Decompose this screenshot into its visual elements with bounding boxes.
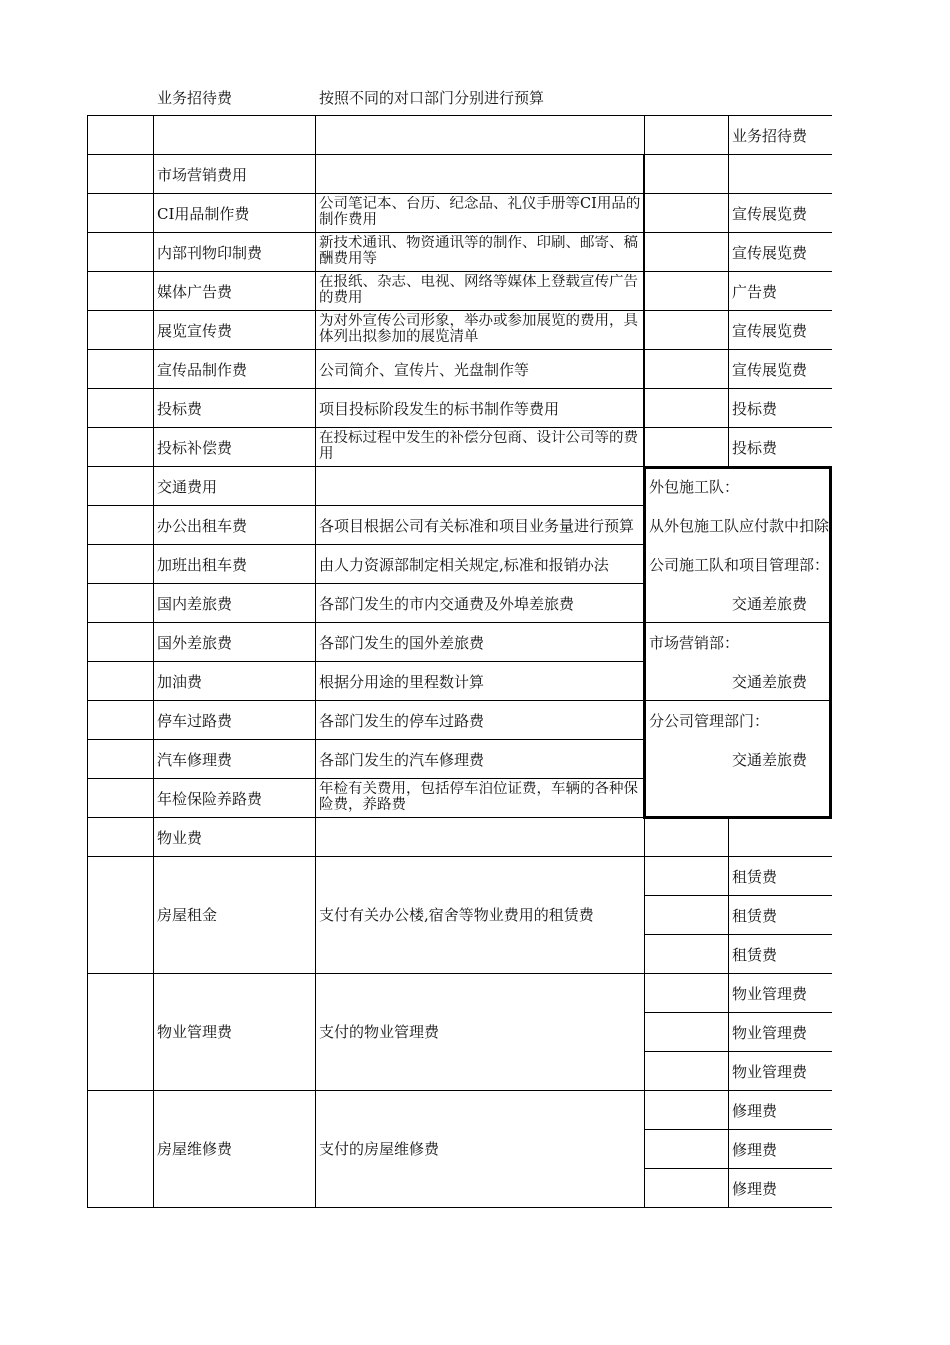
row-item-name: 年检保险养路费 — [157, 790, 263, 808]
row-item-name: 国外差旅费 — [157, 634, 233, 652]
traffic-box-text: 交通差旅费 — [732, 595, 808, 613]
row-item-name: 加班出租车费 — [157, 556, 248, 574]
row-border — [87, 388, 832, 389]
sub-row-border — [644, 895, 832, 896]
traffic-box-text: 公司施工队和项目管理部： — [649, 556, 830, 574]
row-description: 由人力资源部制定相关规定,标准和报销办法 — [319, 556, 609, 574]
row-item-name: 投标费 — [157, 400, 203, 418]
row-border — [87, 310, 832, 311]
row-item-name: 市场营销费用 — [157, 166, 248, 184]
traffic-box-bottom — [644, 816, 832, 819]
row-description: 各部门发生的国外差旅费 — [319, 634, 485, 652]
row-item-name: 汽车修理费 — [157, 751, 233, 769]
row-border — [87, 115, 832, 116]
row-item-name: 投标补偿费 — [157, 439, 233, 457]
row-category: 宣传展览费 — [732, 322, 808, 340]
traffic-box-text: 分公司管理部门： — [649, 712, 770, 730]
row-item-name: 内部刊物印制费 — [157, 244, 263, 262]
row-item-name: 国内差旅费 — [157, 595, 233, 613]
group-sub-category: 修理费 — [732, 1141, 778, 1159]
row-description: 为对外宣传公司形象，举办或参加展览的费用，具体列出拟参加的展览清单 — [319, 313, 638, 345]
group-item-name: 房屋租金 — [157, 905, 218, 924]
group-sub-category: 租赁费 — [732, 946, 778, 964]
row-description: 年检有关费用，包括停车泊位证费，车辆的各种保险费，养路费 — [319, 781, 638, 813]
traffic-box-text: 交通差旅费 — [732, 673, 808, 691]
row-border — [87, 349, 832, 350]
row-description: 各部门发生的汽车修理费 — [319, 751, 485, 769]
row-category: 投标费 — [732, 400, 778, 418]
group-sub-category: 修理费 — [732, 1180, 778, 1198]
row-item-name: 宣传品制作费 — [157, 361, 248, 379]
row-border — [87, 271, 832, 272]
row-item-name: 停车过路费 — [157, 712, 233, 730]
group-item-name: 房屋维修费 — [157, 1139, 233, 1158]
column-border-c — [315, 115, 316, 1207]
group-sub-category: 租赁费 — [732, 868, 778, 886]
row-border — [87, 427, 832, 428]
group-description: 支付有关办公楼,宿舍等物业费用的租赁费 — [319, 905, 594, 924]
group-description: 支付的房屋维修费 — [319, 1139, 440, 1158]
row-category: 宣传展览费 — [732, 205, 808, 223]
header-description: 按照不同的对口部门分别进行预算 — [319, 89, 545, 107]
traffic-box-text: 外包施工队： — [649, 478, 740, 496]
row-item-name: 物业费 — [157, 829, 203, 847]
row-description: 在投标过程中发生的补偿分包商、设计公司等的费用 — [319, 430, 638, 462]
column-border-b — [153, 115, 154, 1207]
sub-row-border — [644, 934, 832, 935]
row-description: 各部门发生的市内交通费及外埠差旅费 — [319, 595, 575, 613]
row-item-name: 加油费 — [157, 673, 203, 691]
column-border-e — [728, 115, 729, 466]
row-description: 公司简介、宣传片、光盘制作等 — [319, 361, 530, 379]
traffic-box-text: 从外包施工队应付款中扣除 — [649, 517, 830, 535]
row-item-name: CI用品制作费 — [157, 205, 250, 223]
traffic-box-right — [829, 466, 832, 819]
traffic-box-top — [644, 466, 832, 469]
group-sub-category: 物业管理费 — [732, 985, 808, 1003]
row-description: 新技术通讯、物资通讯等的制作、印刷、邮寄、稿酬费用等 — [319, 235, 638, 267]
row-category: 广告费 — [732, 283, 778, 301]
group-item-name: 物业管理费 — [157, 1022, 233, 1041]
row-description: 在报纸、杂志、电视、网络等媒体上登载宣传广告的费用 — [319, 274, 638, 306]
group-sub-category: 租赁费 — [732, 907, 778, 925]
row-border — [87, 193, 832, 194]
traffic-box-text: 交通差旅费 — [732, 751, 808, 769]
traffic-box-left — [643, 466, 646, 819]
row-category: 宣传展览费 — [732, 244, 808, 262]
column-border-a — [87, 115, 88, 1207]
column-border-e — [728, 817, 729, 1207]
traffic-box-divider — [644, 622, 832, 623]
row-item-name: 交通费用 — [157, 478, 218, 496]
row-item-name: 展览宣传费 — [157, 322, 233, 340]
group-sub-category: 物业管理费 — [732, 1024, 808, 1042]
sub-row-border — [644, 1012, 832, 1013]
sub-row-border — [644, 1168, 832, 1169]
group-description: 支付的物业管理费 — [319, 1022, 440, 1041]
row-description: 项目投标阶段发生的标书制作等费用 — [319, 400, 560, 418]
traffic-box-divider — [644, 700, 832, 701]
row-category: 业务招待费 — [732, 127, 808, 145]
group-border — [87, 856, 832, 857]
row-item-name: 办公出租车费 — [157, 517, 248, 535]
row-description: 各部门发生的停车过路费 — [319, 712, 485, 730]
row-category: 投标费 — [732, 439, 778, 457]
row-border — [87, 232, 832, 233]
header-item-label: 业务招待费 — [157, 89, 233, 107]
row-category: 宣传展览费 — [732, 361, 808, 379]
row-description: 根据分用途的里程数计算 — [319, 673, 485, 691]
row-border — [87, 154, 832, 155]
group-sub-category: 物业管理费 — [732, 1063, 808, 1081]
row-description: 各项目根据公司有关标准和项目业务量进行预算 — [319, 517, 635, 535]
row-item-name: 媒体广告费 — [157, 283, 233, 301]
row-description: 公司笔记本、台历、纪念品、礼仪手册等CI用品的制作费用 — [319, 196, 641, 228]
group-border — [87, 1090, 832, 1091]
table-bottom-border — [87, 1207, 832, 1208]
traffic-box-text: 市场营销部： — [649, 634, 740, 652]
group-border — [87, 973, 832, 974]
sub-row-border — [644, 1129, 832, 1130]
group-sub-category: 修理费 — [732, 1102, 778, 1120]
desc-block-right — [643, 154, 645, 466]
sub-row-border — [644, 1051, 832, 1052]
